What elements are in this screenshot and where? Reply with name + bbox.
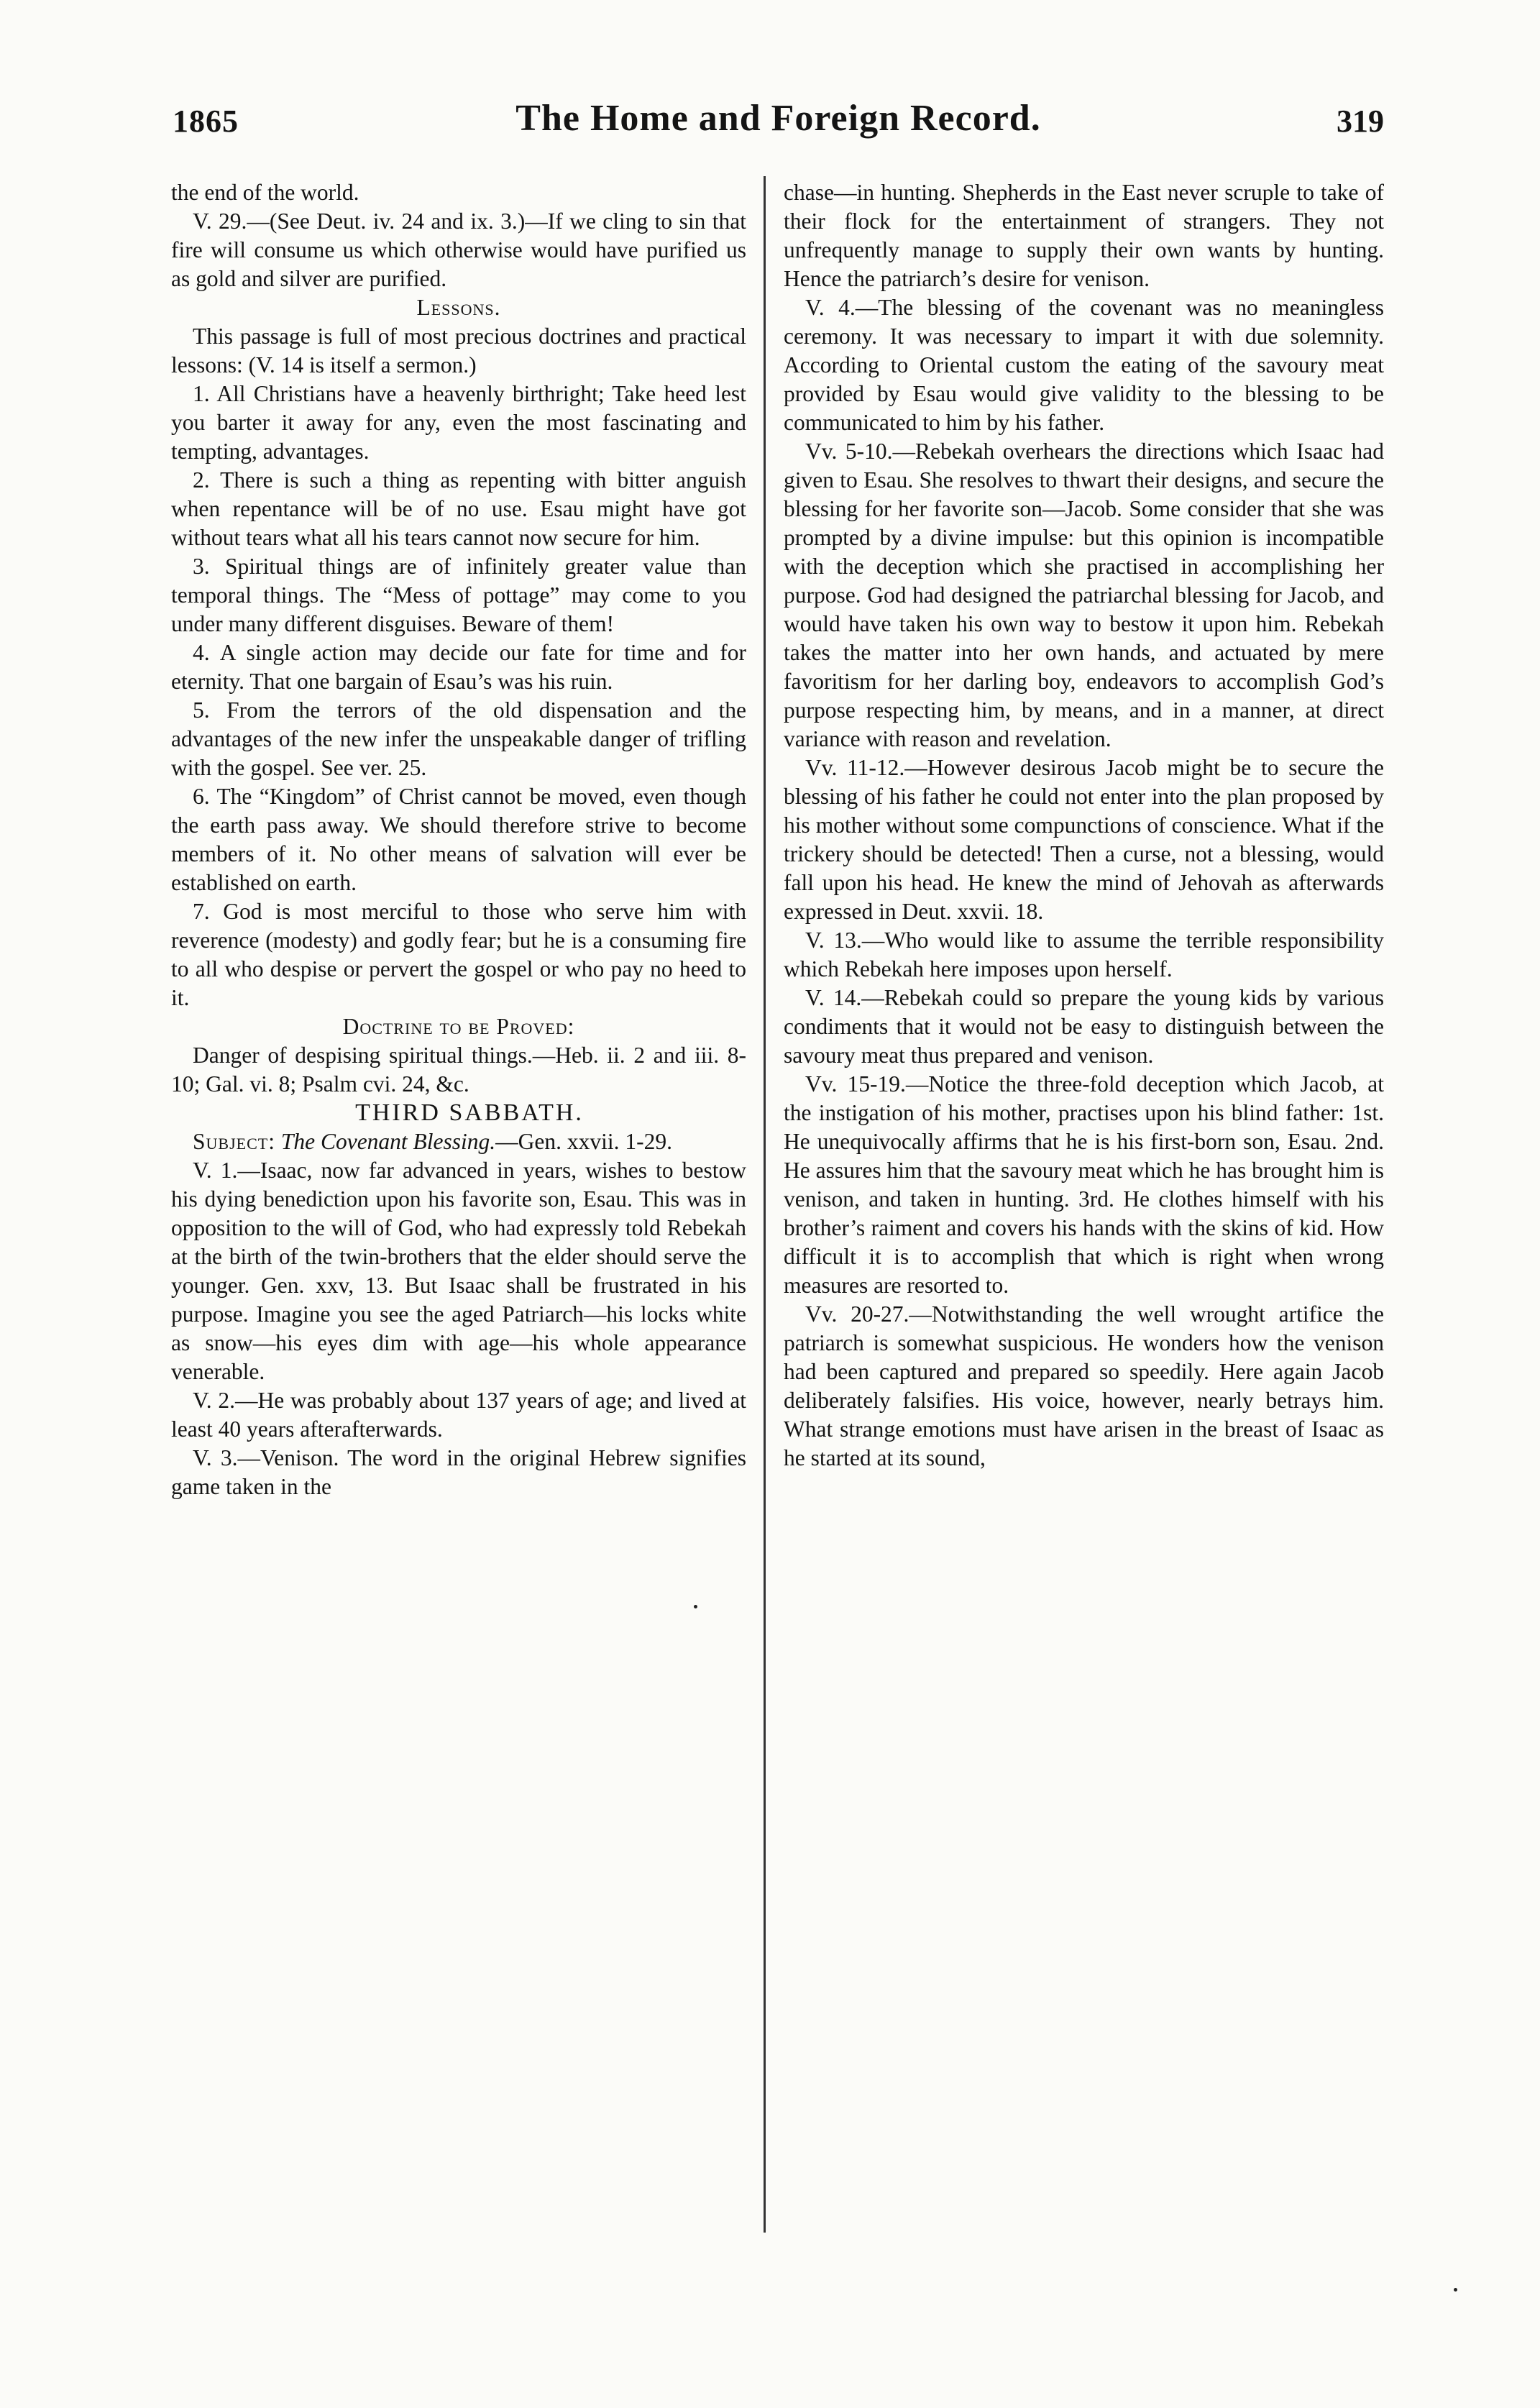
lesson-5: 5. From the terrors of the old dispensation and the advantages of the new infer the unspeakable danger of trifling with the gospel. See ver. 25. — [171, 697, 746, 780]
verses-20-27: Vv. 20-27.—Notwithstanding the well wrought artifice the patriarch is somewhat suspicious. He wonders how the venison had been captured and prepared so speedily. Here again Jacob deliberately falsifies. His voice, however, nearly betrays him. What strange emotions must have arisen in the breast of Isaac as he started at its sound, — [784, 1301, 1384, 1470]
doctrine-heading: Doctrine to be Proved: — [342, 1014, 575, 1039]
header-year: 1865 — [173, 104, 239, 139]
right-paragraph: chase—in hunting. Shepherds in the East never scruple to take of their flock for the entertainment of strangers. They not unfrequently manage to supply their own wants by hunting. Hence the patriarch’s desire for venison. — [784, 180, 1384, 291]
subject-label: Subject: — [193, 1129, 275, 1154]
lesson-1: 1. All Christians have a heavenly birthright; Take heed lest you barter it away for any, even the most fascinating and tempting, advantages. — [171, 381, 746, 464]
verses-5-10: Vv. 5-10.—Rebekah overhears the directions which Isaac had given to Esau. She resolves to thwart their designs, and secure the blessing for her favorite son—Jacob. Some consider that she was prompted by a divine impulse: but this opinion is incompatible with the deception which she practised in accomplishing her purpose. God had designed the patriarchal blessing for Jacob, and would have taken his own way to bestow it upon him. Rebekah takes the matter into her own hands, and actuated by mere favoritism for her darling boy, endeavors to accomplish God’s purpose respecting him, by means, and in a manner, at direct variance with reason and revelation. — [784, 439, 1384, 751]
doctrine-text: Danger of despising spiritual things.—Heb. ii. 2 and iii. 8-10; Gal. vi. 8; Psalm cvi. 24, &c. — [171, 1043, 746, 1097]
lesson-7: 7. God is most merciful to those who serve him with reverence (modesty) and godly fear; but he is a consuming fire to all who despise or pervert the gospel or who pay no heed to it. — [171, 899, 746, 1010]
verses-11-12: Vv. 11-12.—However desirous Jacob might be to secure the blessing of his father he could not enter into the plan proposed by his mother without some compunctions of conscience. What if the trickery should be detected! Then a curse, not a blessing, would fall upon his head. He knew the mind of Jehovah as afterwards expressed in Deut. xxvii. 18. — [784, 755, 1384, 924]
left-column — [171, 178, 746, 1501]
third-sabbath-heading: THIRD SABBATH. — [355, 1099, 584, 1126]
verse-4: V. 4.—The blessing of the covenant was no meaningless ceremony. It was necessary to impart it with due solemnity. According to Oriental custom the eating of the savoury meat provided by Esau would give validity to the blessing to be communicated to him by his father. — [784, 295, 1384, 435]
left-paragraph: the end of the world. — [171, 180, 359, 205]
print-speck — [1454, 2288, 1457, 2292]
subject-line — [171, 1127, 746, 1156]
lessons-heading: Lessons. — [416, 295, 501, 320]
verse-2: V. 2.—He was probably about 137 years of age; and lived at least 40 years afterafterwards. — [171, 1388, 746, 1442]
running-header — [173, 97, 1384, 147]
subject-reference: —Gen. xxvii. 1-29. — [495, 1129, 673, 1154]
print-speck — [694, 1605, 697, 1608]
column-divider — [764, 176, 766, 2233]
verse-14: V. 14.—Rebekah could so prepare the young kids by various condiments that it would not be easy to distinguish between the savoury meat thus prepared and venison. — [784, 985, 1384, 1068]
header-title: The Home and Foreign Record. — [515, 98, 1041, 139]
subject-title: The Covenant Blessing. — [280, 1129, 496, 1154]
verse-13: V. 13.—Who would like to assume the terrible responsibility which Rebekah here imposes upon herself. — [784, 928, 1384, 981]
lessons-intro: This passage is full of most precious doctrines and practical lessons: (V. 14 is itself a sermon.) — [171, 324, 746, 377]
verse-1: V. 1.—Isaac, now far advanced in years, wishes to bestow his dying benediction upon his favorite son, Esau. This was in opposition to the will of God, who had expressly told Rebekah at the birth of the twin-brothers that the elder should serve the younger. Gen. xxv, 13. But Isaac shall be frustrated in his purpose. Imagine you see the aged Patriarch—his locks white as snow—his eyes dim with age—his whole appearance venerable. — [171, 1158, 746, 1384]
lesson-4: 4. A single action may decide our fate for time and for eternity. That one bargain of Esau’s was his ruin. — [171, 640, 746, 694]
lesson-2: 2. There is such a thing as repenting with bitter anguish when repentance will be of no use. Esau might have got without tears what all his tears cannot now secure for him. — [171, 467, 746, 550]
lesson-3: 3. Spiritual things are of infinitely greater value than temporal things. The “Mess of pottage” may come to you under many different disguises. Beware of them! — [171, 554, 746, 636]
right-column — [784, 178, 1384, 1473]
verse-29: V. 29.—(See Deut. iv. 24 and ix. 3.)—If we cling to sin that fire will consume us which otherwise would have purified us as gold and silver are purified. — [171, 209, 746, 291]
verses-15-19: Vv. 15-19.—Notice the three-fold deception which Jacob, at the instigation of his mother, practises upon his blind father: 1st. He unequivocally affirms that he is his first-born son, Esau. 2nd. He assures him that the savoury meat which he has brought him is venison, and taken in hunting. 3rd. He clothes himself with his brother’s raiment and covers his hands with the skins of kid. How difficult it is to accomplish that which is right when wrong measures are resorted to. — [784, 1071, 1384, 1298]
verse-3: V. 3.—Venison. The word in the original Hebrew signifies game taken in the — [171, 1445, 746, 1499]
header-page-number: 319 — [1337, 104, 1384, 139]
lesson-6: 6. The “Kingdom” of Christ cannot be moved, even though the earth pass away. We should therefore strive to become members of it. No other means of salvation will ever be established on earth. — [171, 784, 746, 895]
